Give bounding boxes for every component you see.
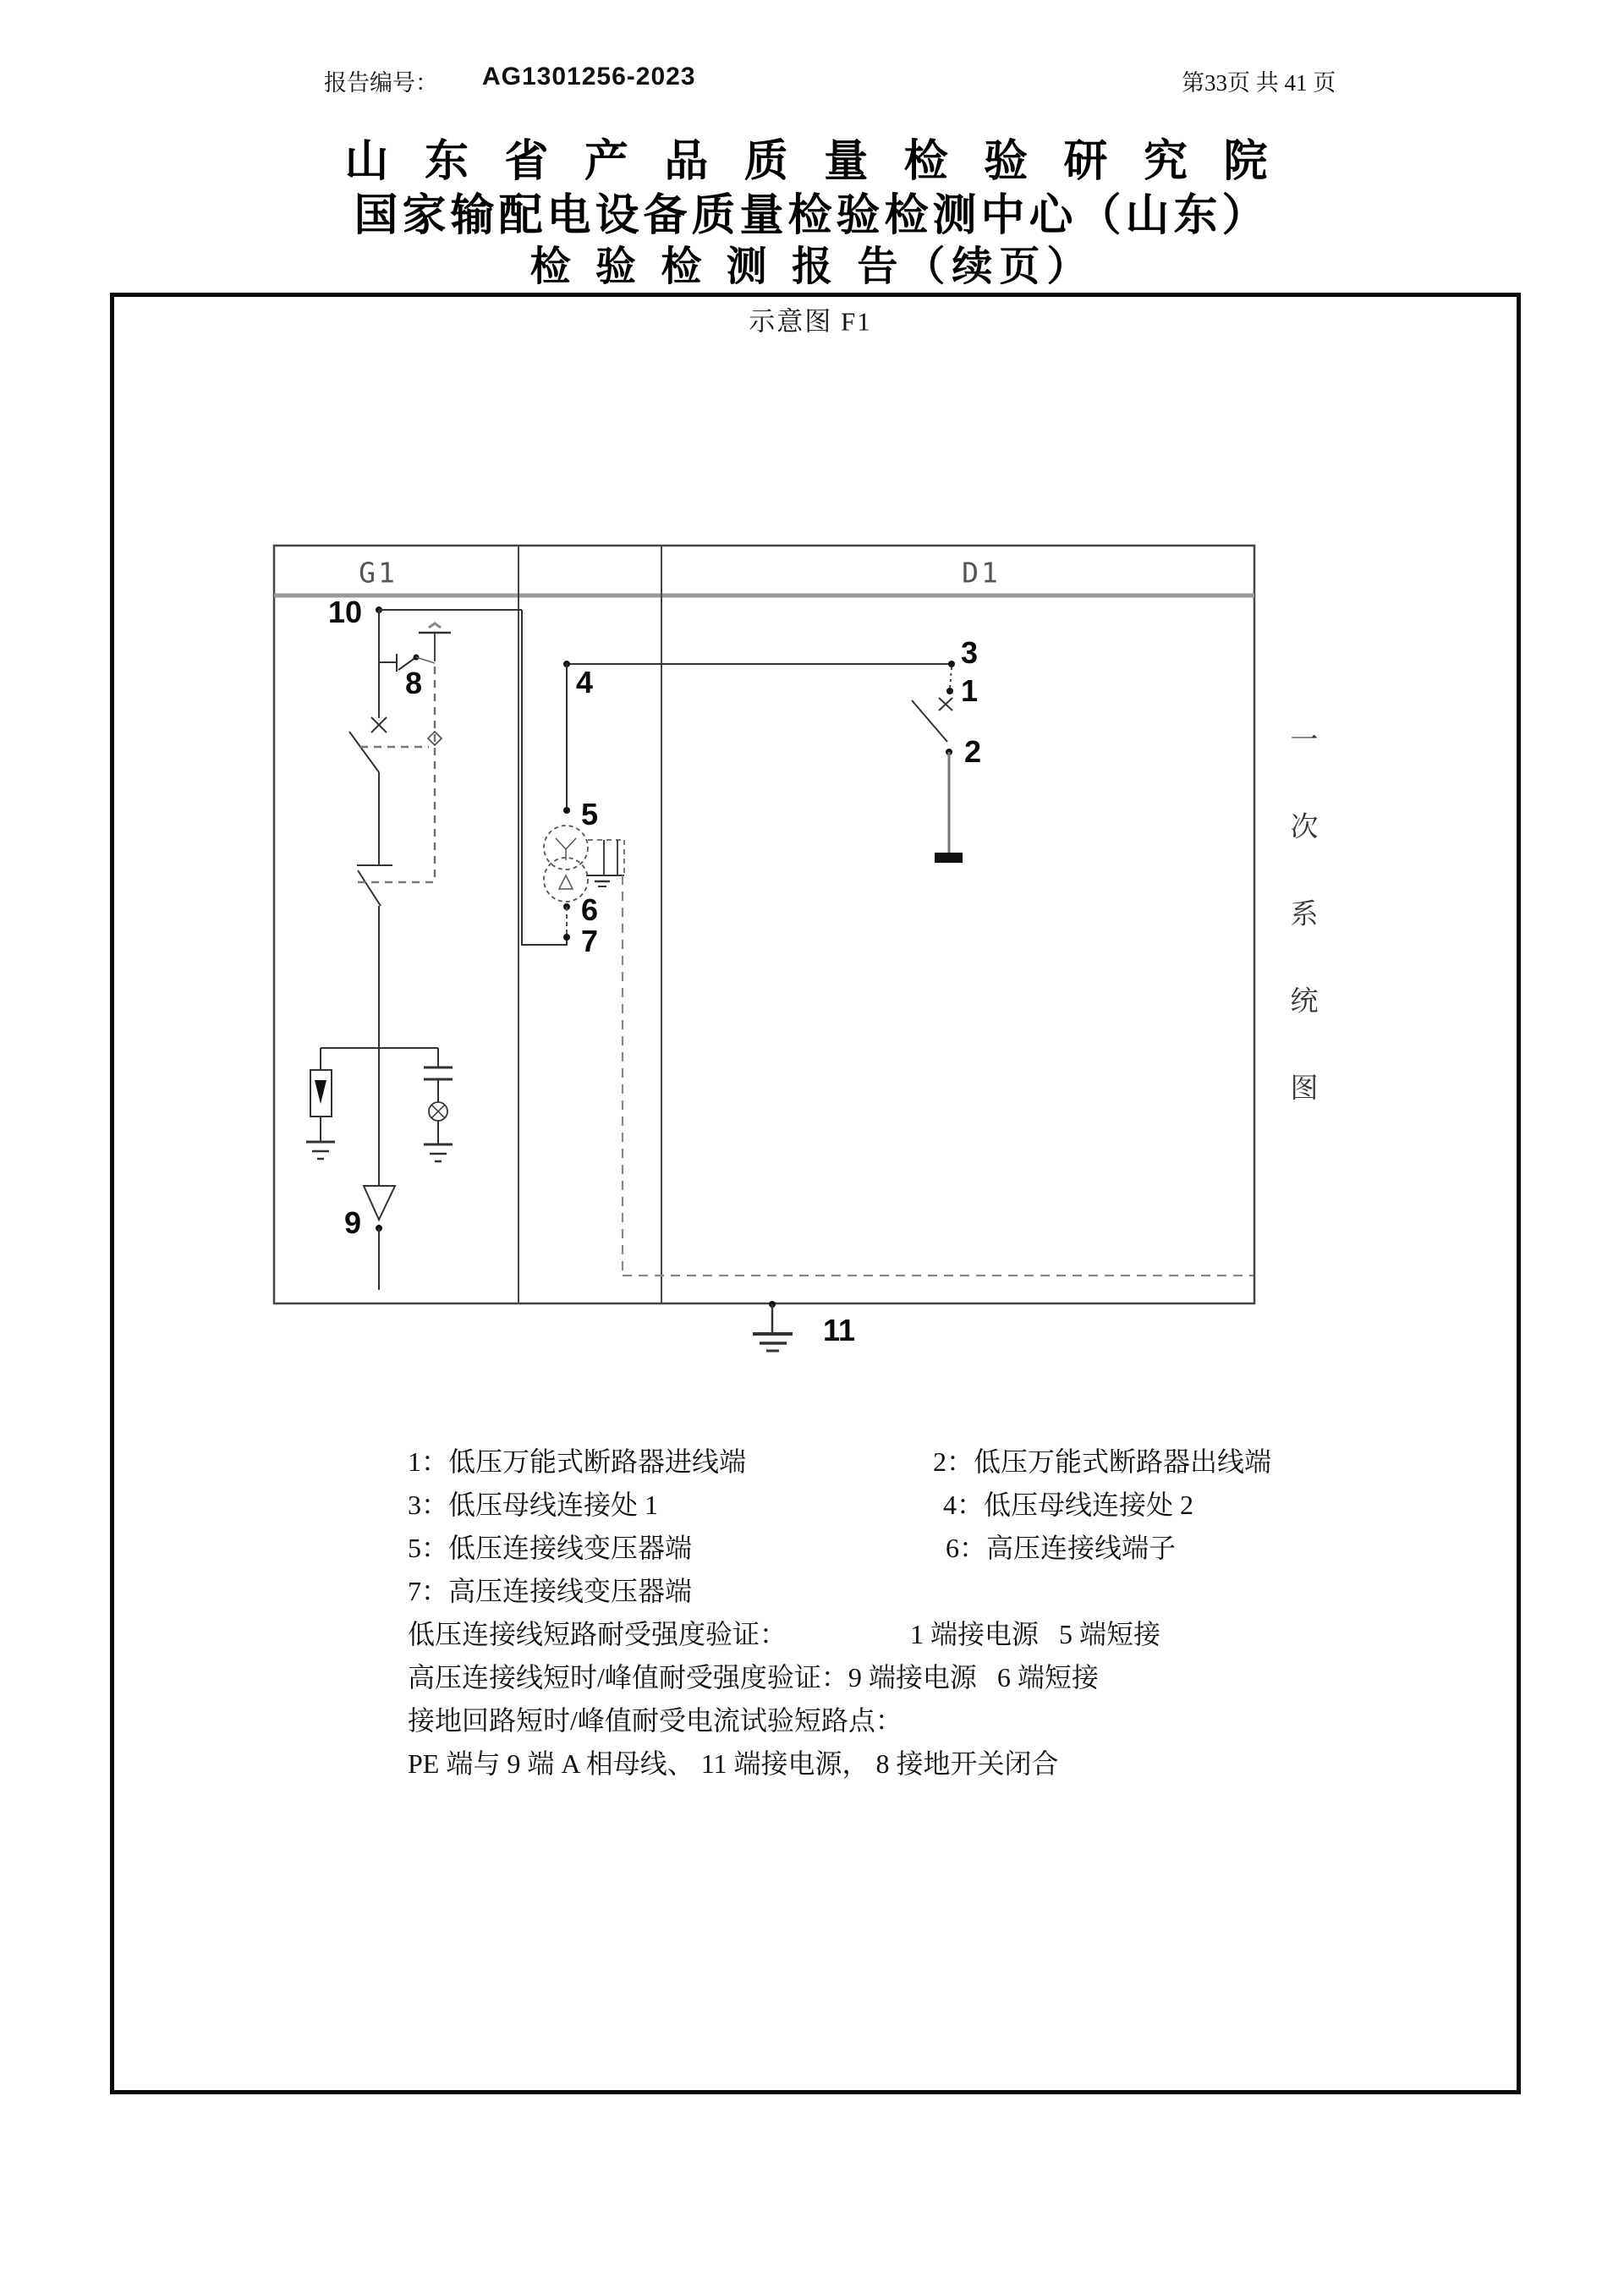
node-label-3: 3 [960, 635, 979, 670]
page-info: 第33页 共 41 页 [1182, 70, 1336, 96]
legend-row5-left: 低压连接线短路耐受强度验证： [408, 1619, 787, 1649]
node-label-7: 7 [580, 924, 599, 958]
node-label-11: 11 [822, 1313, 856, 1347]
report-number-value: AG1301256-2023 [482, 63, 696, 91]
legend-row4-left: 7：高压连接线变压器端 [408, 1576, 693, 1606]
column-label-g1: G1 [359, 556, 398, 590]
breaker-blade [349, 732, 379, 772]
org-title-line1: 山 东 省 产 品 质 量 检 验 研 究 院 [344, 137, 1280, 186]
report-title-line3: 检 验 检 测 报 告（续页） [529, 244, 1095, 289]
legend-row5-right: 1 端接电源 5 端短接 [910, 1619, 1161, 1649]
legend-row8-left: PE 端与 9 端 A 相母线、 11 端接电源， 8 接地开关闭合 [408, 1748, 1059, 1779]
report-number-label: 报告编号： [324, 70, 438, 96]
legend-row6-left: 高压连接线短时/峰值耐受强度验证：9 端接电源 6 端短接 [408, 1662, 1099, 1693]
side-caption-char-3: 系 [1290, 899, 1319, 930]
column-label-d1: D1 [962, 556, 1001, 590]
figure-caption: 示意图 F1 [749, 306, 872, 337]
node-label-1: 1 [960, 673, 979, 708]
node1-dot [946, 688, 953, 694]
legend-row3-right: 6：高压连接线端子 [946, 1533, 1177, 1563]
delta-symbol [559, 875, 573, 889]
node-label-2: 2 [963, 734, 982, 769]
side-caption-char-4: 统 [1290, 986, 1319, 1018]
disconnector-blade [358, 870, 381, 906]
node-label-10: 10 [327, 595, 363, 629]
node5-dot [563, 807, 570, 814]
legend-row7-left: 接地回路短时/峰值耐受电流试验短路点： [408, 1705, 903, 1736]
node-label-6: 6 [580, 892, 599, 927]
side-caption-char-2: 次 [1290, 812, 1319, 843]
terminal-bar [935, 853, 963, 863]
node-label-9: 9 [343, 1205, 362, 1240]
hv-feed-line [522, 610, 567, 945]
org-title-line2: 国家输配电设备质量检验检测中心（山东） [354, 191, 1270, 240]
node7-dot [563, 934, 570, 941]
side-caption-char-5: 图 [1290, 1073, 1319, 1105]
node9-triangle [364, 1186, 395, 1220]
earth-cap [429, 623, 441, 628]
node3-dot [948, 661, 955, 667]
legend-row1-right: 2：低压万能式断路器出线端 [933, 1446, 1272, 1477]
node-label-8: 8 [404, 666, 423, 700]
side-caption-char-1: 一 [1290, 725, 1319, 756]
legend-row1-left: 1：低压万能式断路器进线端 [408, 1446, 747, 1477]
legend-row2-left: 3：低压母线连接处 1 [408, 1490, 659, 1520]
node-label-5: 5 [580, 797, 599, 831]
legend-row2-right: 4：低压母线连接处 2 [943, 1490, 1194, 1520]
node-label-4: 4 [575, 665, 594, 700]
arrester-arrow [315, 1080, 326, 1104]
legend-row3-left: 5：低压连接线变压器端 [408, 1533, 693, 1563]
